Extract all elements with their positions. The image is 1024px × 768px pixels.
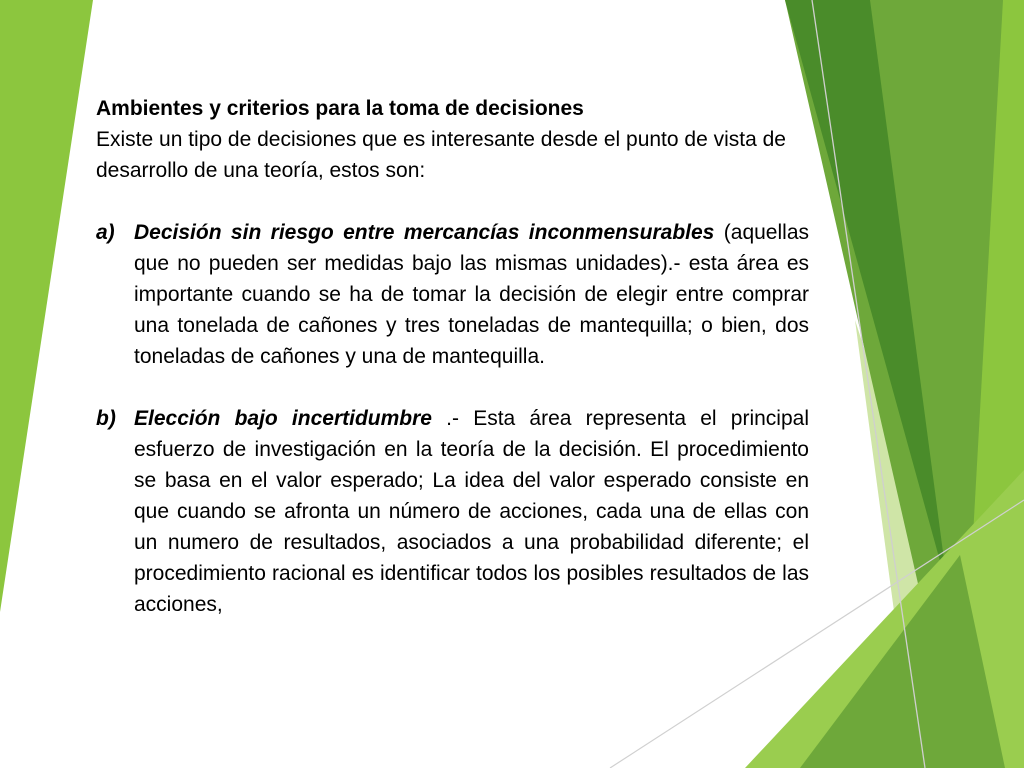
list-item-b-heading: Elección bajo incertidumbre (134, 407, 432, 430)
list-item-a-body: (aquellas que no pueden ser medidas bajo las mismas unidades).- esta área es importante cuando se ha de tomar la decisión de elegir entre comprar una tonelada de cañones y tres toneladas de mantequilla; o bien, dos toneladas de cañones y una de mantequilla. (134, 221, 809, 368)
slide-content (96, 93, 809, 620)
spacer (96, 372, 809, 403)
slide-title: Ambientes y criterios para la toma de decisiones (96, 97, 584, 120)
list-item-a (96, 217, 809, 372)
intro-paragraph: Existe un tipo de decisiones que es interesante desde el punto de vista de desarrollo de una teoría, estos son: (96, 128, 786, 182)
list-marker-b: b) (96, 407, 116, 430)
list-item-a-heading: Decisión sin riesgo entre mercancías inconmensurables (134, 221, 715, 244)
list-marker-a: a) (96, 221, 115, 244)
spacer (96, 186, 809, 217)
list-item-b (96, 403, 809, 620)
list-item-b-body: .- Esta área representa el principal esfuerzo de investigación en la teoría de la decisión. El procedimiento se basa en el valor esperado; La idea del valor esperado consiste en que cuando se afronta un número de acciones, cada una de ellas con un numero de resultados, asociados a una probabilidad diferente; el procedimiento racional es identificar todos los posibles resultados de las acciones, (134, 407, 809, 616)
left-green-band (0, 0, 93, 612)
